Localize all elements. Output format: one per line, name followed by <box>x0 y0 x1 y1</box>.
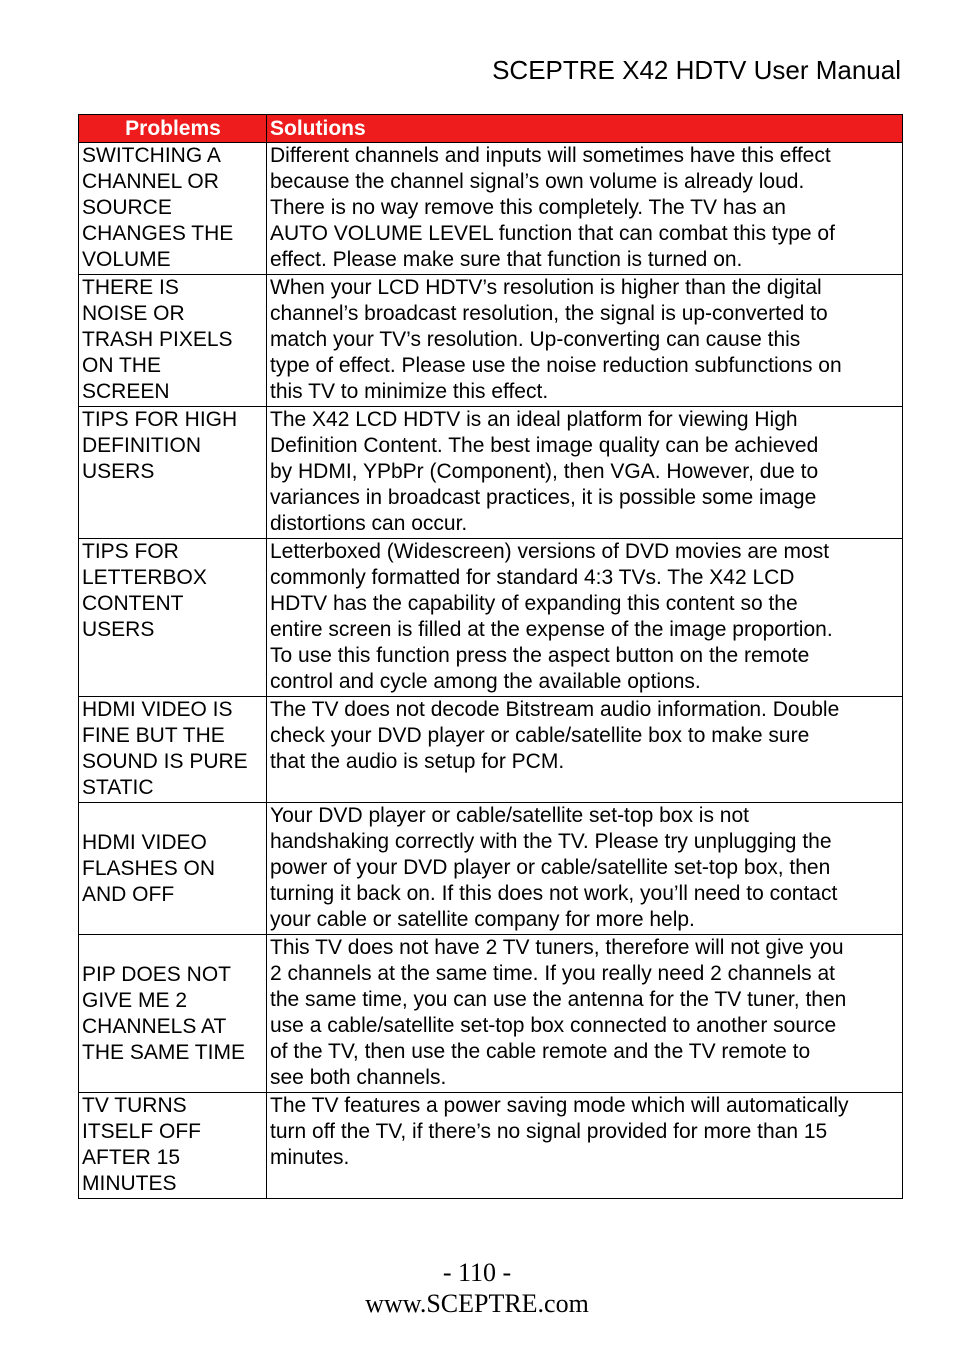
solution-line: Your DVD player or cable/satellite set-top box is not <box>270 804 749 827</box>
problem-cell <box>79 803 267 935</box>
problem-line: HDMI VIDEO <box>82 830 207 854</box>
problem-line: AND OFF <box>82 882 175 906</box>
problem-line: TIPS FOR <box>82 540 179 563</box>
solution-line: turning it back on. If this does not work, you’ll need to contact <box>270 882 838 905</box>
solution-line: When your LCD HDTV’s resolution is higher than the digital <box>270 276 822 299</box>
problem-line: ON THE <box>82 354 161 377</box>
solution-line: use a cable/satellite set-top box connected to another source <box>270 1014 837 1037</box>
problem-line: TIPS FOR HIGH <box>82 408 238 431</box>
solution-cell <box>267 407 903 539</box>
solution-line: see both channels. <box>270 1066 447 1089</box>
table-row <box>79 803 903 935</box>
solution-line: channel’s broadcast resolution, the signal is up-converted to <box>270 302 828 325</box>
solution-line: distortions can occur. <box>270 512 468 535</box>
table-row <box>79 407 903 539</box>
solution-line: match your TV’s resolution. Up-converting can cause this <box>270 328 801 351</box>
table-row <box>79 1093 903 1199</box>
solution-line: Letterboxed (Widescreen) versions of DVD movies are most <box>270 540 830 563</box>
problem-cell <box>79 539 267 697</box>
troubleshooting-table <box>78 114 903 1199</box>
problem-cell <box>79 697 267 803</box>
problem-cell <box>79 143 267 275</box>
solution-line: that the audio is setup for PCM. <box>270 750 565 773</box>
problem-line: TV TURNS <box>82 1094 187 1117</box>
document-title: SCEPTRE X42 HDTV User Manual <box>492 55 901 85</box>
problem-cell <box>79 275 267 407</box>
problem-cell <box>79 935 267 1093</box>
solution-line: of the TV, then use the cable remote and the TV remote to <box>270 1040 811 1063</box>
problem-line: AFTER 15 <box>82 1146 181 1169</box>
solution-line: check your DVD player or cable/satellite box to make sure <box>270 724 810 747</box>
problem-line: SOURCE <box>82 196 172 219</box>
website-url: www.SCEPTRE.com <box>365 1289 589 1318</box>
problem-line: SOUND IS PURE <box>82 750 248 773</box>
problem-line: PIP DOES NOT <box>82 962 231 986</box>
solution-line: the same time, you can use the antenna for the TV tuner, then <box>270 988 847 1011</box>
problem-line: SCREEN <box>82 380 170 403</box>
problem-cell <box>79 1093 267 1199</box>
solution-line: effect. Please make sure that function is turned on. <box>270 248 743 271</box>
table-row <box>79 697 903 803</box>
solution-cell <box>267 697 903 803</box>
problem-line: LETTERBOX <box>82 566 207 589</box>
problem-line: SWITCHING A <box>82 144 221 167</box>
page-number: - 110 - <box>442 1258 512 1287</box>
problem-line: CONTENT <box>82 592 184 615</box>
solution-line: this TV to minimize this effect. <box>270 380 549 403</box>
problem-line: USERS <box>82 460 155 483</box>
problem-line: THERE IS <box>82 276 179 299</box>
solution-line: variances in broadcast practices, it is possible some image <box>270 486 817 509</box>
solution-line: There is no way remove this completely. The TV has an <box>270 196 786 219</box>
solution-line: HDTV has the capability of expanding this content so the <box>270 592 798 615</box>
solution-line: The X42 LCD HDTV is an ideal platform for viewing High <box>270 408 798 431</box>
problems-column-header: Problems <box>79 115 267 143</box>
solution-line: handshaking correctly with the TV. Please try unplugging the <box>270 830 832 853</box>
solution-cell <box>267 275 903 407</box>
solution-line: Different channels and inputs will sometimes have this effect <box>270 144 831 167</box>
solution-line: control and cycle among the available options. <box>270 670 701 693</box>
solution-line: power of your DVD player or cable/satellite set-top box, then <box>270 856 831 879</box>
solution-line: The TV features a power saving mode which will automatically <box>270 1094 849 1117</box>
table-header-row <box>79 115 903 143</box>
solution-line: commonly formatted for standard 4:3 TVs. The X42 LCD <box>270 566 795 589</box>
problem-line: FLASHES ON <box>82 856 216 880</box>
solution-line: 2 channels at the same time. If you really need 2 channels at <box>270 962 836 985</box>
solution-line: type of effect. Please use the noise reduction subfunctions on <box>270 354 842 377</box>
table-row <box>79 539 903 697</box>
solution-cell <box>267 803 903 935</box>
solution-cell <box>267 539 903 697</box>
problem-line: NOISE OR <box>82 302 185 325</box>
solution-cell <box>267 143 903 275</box>
solution-line: Definition Content. The best image quality can be achieved <box>270 434 819 457</box>
problem-line: CHANNEL OR <box>82 170 219 193</box>
problem-line: HDMI VIDEO IS <box>82 698 233 721</box>
solutions-column-header: Solutions <box>267 115 903 143</box>
problem-line: DEFINITION <box>82 434 201 457</box>
problem-line: CHANGES THE <box>82 222 234 245</box>
problem-line: GIVE ME 2 <box>82 988 188 1012</box>
solution-line: entire screen is filled at the expense of the image proportion. <box>270 618 833 641</box>
problem-line: MINUTES <box>82 1172 177 1195</box>
problem-line: FINE BUT THE <box>82 724 225 747</box>
table-row <box>79 935 903 1093</box>
solution-line: turn off the TV, if there’s no signal provided for more than 15 <box>270 1120 828 1143</box>
table-row <box>79 143 903 275</box>
problem-line: THE SAME TIME <box>82 1040 245 1064</box>
solution-line: by HDMI, YPbPr (Component), then VGA. However, due to <box>270 460 819 483</box>
table-row <box>79 275 903 407</box>
problem-cell <box>79 407 267 539</box>
solution-line: This TV does not have 2 TV tuners, therefore will not give you <box>270 936 844 959</box>
solution-line: your cable or satellite company for more help. <box>270 908 695 931</box>
problem-line: TRASH PIXELS <box>82 328 233 351</box>
solution-line: The TV does not decode Bitstream audio information. Double <box>270 698 840 721</box>
problem-line: VOLUME <box>82 248 171 271</box>
problem-line: USERS <box>82 618 155 641</box>
solution-cell <box>267 1093 903 1199</box>
solution-line: AUTO VOLUME LEVEL function that can combat this type of <box>270 222 835 245</box>
solution-line: because the channel signal’s own volume is already loud. <box>270 170 805 193</box>
problem-line: STATIC <box>82 776 154 799</box>
solution-line: To use this function press the aspect button on the remote <box>270 644 810 667</box>
solution-line: minutes. <box>270 1146 350 1169</box>
solution-cell <box>267 935 903 1093</box>
problem-line: CHANNELS AT <box>82 1014 227 1038</box>
problem-line: ITSELF OFF <box>82 1120 202 1143</box>
